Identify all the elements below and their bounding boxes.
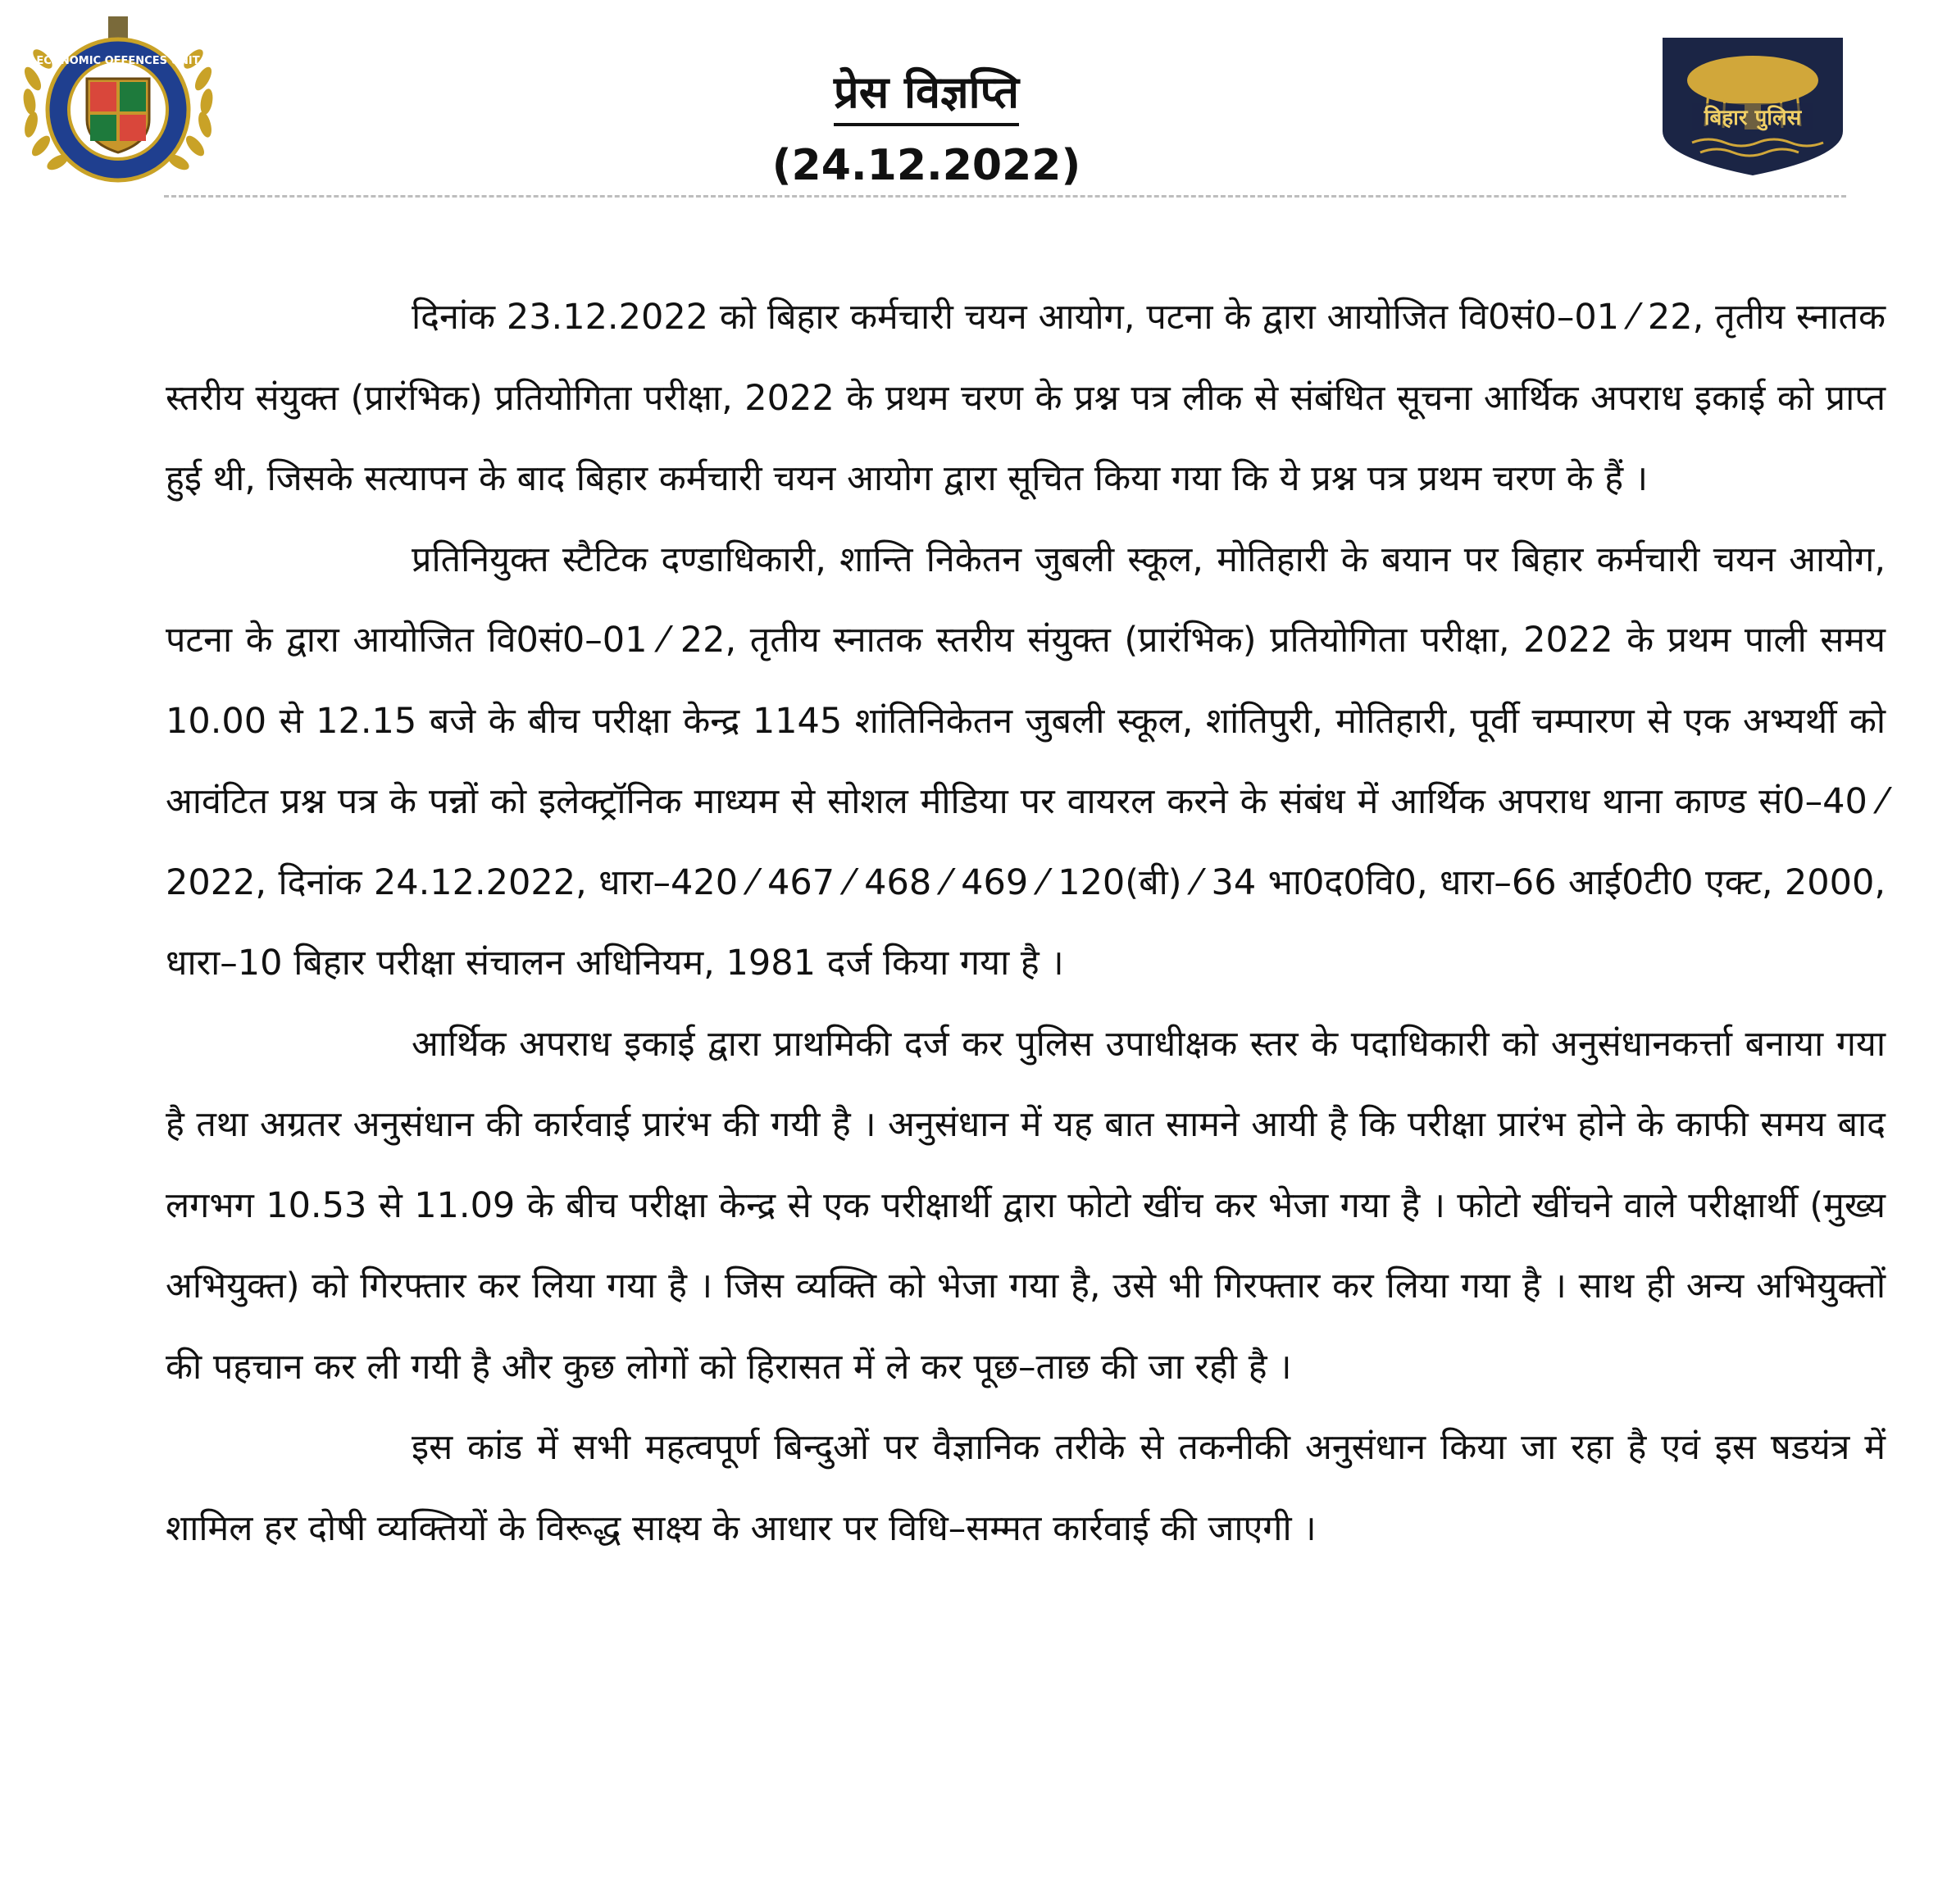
paragraph: आर्थिक अपराध इकाई द्वारा प्राथमिकी दर्ज कर पुलिस उपाधीक्षक स्तर के पदाधिकारी को अनुसंधानकर्त्ता बनाया गया है तथा अग्रतर अनुसंधान की कार्रवाई प्रारंभ की गयी है । अनुसंधान में यह बात सामने आयी है कि परीक्षा प्रारंभ होने के काफी समय बाद लगभग 10.53 से 11.09 के बीच परीक्षा केन्द्र से एक परीक्षार्थी द्वारा फोटो खींच कर भेजा गया है । फोटो खींचने वाले परीक्षार्थी (मुख्य अभियुक्त) को गिरफ्तार कर लिया गया है । जिस व्यक्ति को भेजा गया है, उसे भी गिरफ्तार कर लिया गया है । साथ ही अन्य अभियुक्तों की पहचान कर ली गयी है और कुछ लोगों को हिरासत में ले कर पूछ–ताछ की जा रही है । — [166, 1023, 1886, 1388]
letterhead — [0, 0, 1938, 213]
release-date: (24.12.2022) — [771, 141, 1081, 190]
paragraph: प्रतिनियुक्त स्टैटिक दण्डाधिकारी, शान्ति निकेतन जुबली स्कूल, मोतिहारी के बयान पर बिहार कर्मचारी चयन आयोग, पटना के द्वारा आयोजित वि0सं0–01 ⁄ 22, तृतीय स्नातक स्तरीय संयुक्त (प्रारंभिक) प्रतियोगिता परीक्षा, 2022 के प्रथम पाली समय 10.00 से 12.15 बजे के बीच परीक्षा केन्द्र 1145 शांतिनिकेतन जुबली स्कूल, शांतिपुरी, मोतिहारी, पूर्वी चम्पारण से एक अभ्यर्थी को आवंटित प्रश्न पत्र के पन्नों को इलेक्ट्रॉनिक माध्यम से सोशल मीडिया पर वायरल करने के संबंध में आर्थिक अपराध थाना काण्ड सं0–40 ⁄ 2022, दिनांक 24.12.2022, धारा–420 ⁄ 467 ⁄ 468 ⁄ 469 ⁄ 120(बी) ⁄ 34 भा0द0वि0, धारा–66 आई0टी0 एक्ट, 2000, धारा–10 बिहार परीक्षा संचालन अधिनियम, 1981 दर्ज किया गया है । — [166, 538, 1886, 984]
header-divider — [164, 195, 1846, 198]
paragraph: दिनांक 23.12.2022 को बिहार कर्मचारी चयन आयोग, पटना के द्वारा आयोजित वि0सं0–01 ⁄ 22, तृतीय स्नातक स्तरीय संयुक्त (प्रारंभिक) प्रतियोगिता परीक्षा, 2022 के प्रथम चरण के प्रश्न पत्र लीक से संबंधित सूचना आर्थिक अपराध इकाई को प्राप्त हुई थी, जिसके सत्यापन के बाद बिहार कर्मचारी चयन आयोग द्वारा सूचित किया गया कि ये प्रश्न पत्र प्रथम चरण के हैं । — [166, 297, 1886, 499]
page-title: प्रेस विज्ञप्ति — [834, 64, 1019, 126]
bihar-police-emblem-icon — [1659, 34, 1846, 179]
bihar-police-logo-text: बिहार पुलिस — [1704, 106, 1802, 130]
economic-offences-unit-emblem-icon — [11, 11, 225, 189]
press-release-body — [166, 277, 1886, 1569]
svg-text:ECONOMIC OFFENCES UNIT: ECONOMIC OFFENCES UNIT — [36, 55, 200, 67]
paragraph: इस कांड में सभी महत्वपूर्ण बिन्दुओं पर वैज्ञानिक तरीके से तकनीकी अनुसंधान किया जा रहा है एवं इस षडयंत्र में शामिल हर दोषी व्यक्तियों के विरूद्ध साक्ष्य के आधार पर विधि–सम्मत कार्रवाई की जाएगी । — [166, 1427, 1886, 1549]
title-block — [656, 64, 1197, 192]
